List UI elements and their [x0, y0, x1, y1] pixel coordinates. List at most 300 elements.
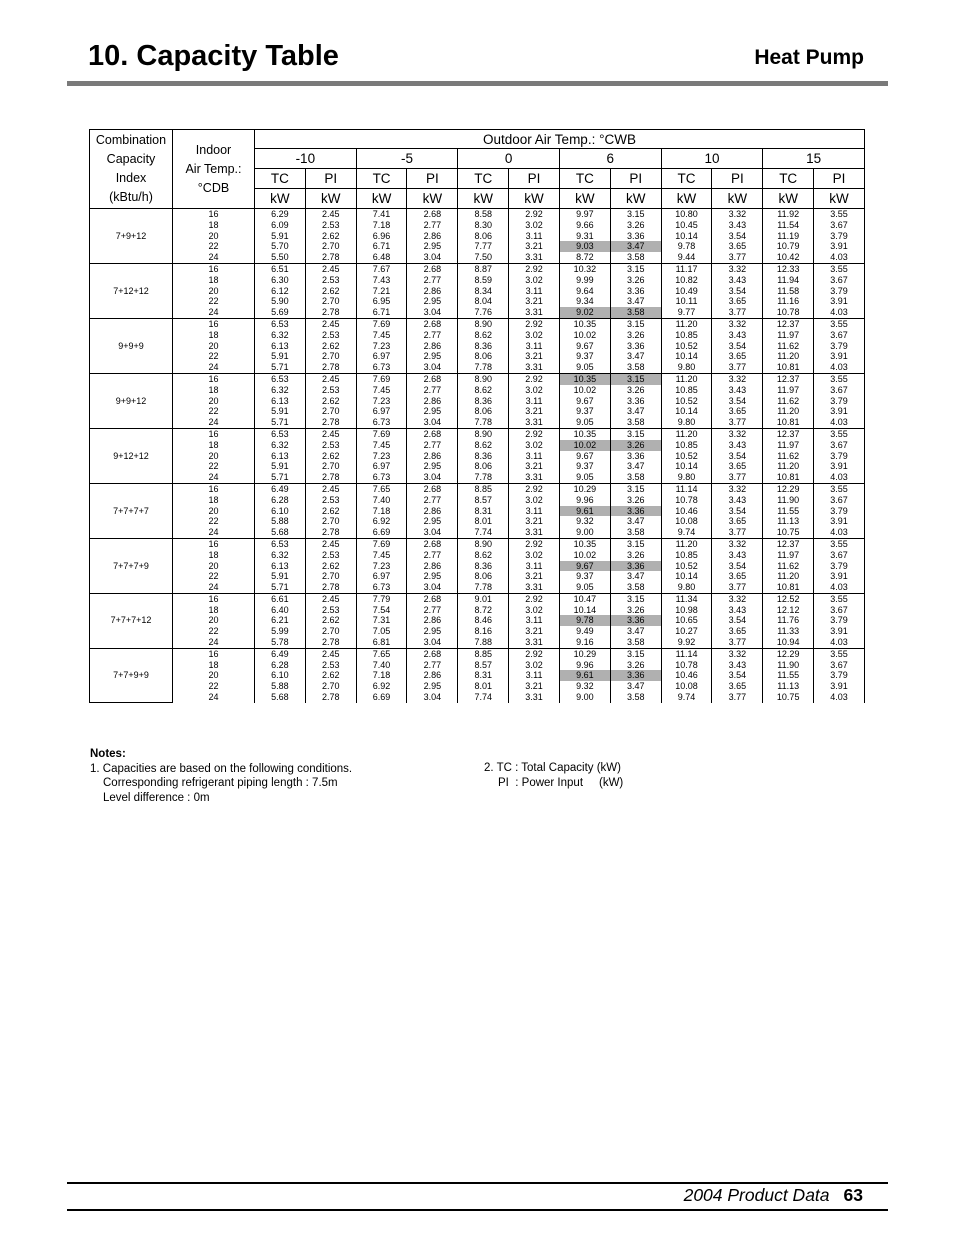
value-cell: 7.88: [458, 637, 509, 648]
unit-label-11: kW: [814, 189, 865, 209]
table-row: [90, 461, 865, 472]
value-cell: 2.86: [407, 506, 458, 517]
value-cell: 3.77: [712, 417, 763, 428]
value-cell: 3.15: [610, 648, 661, 659]
value-cell: 9.80: [661, 582, 712, 593]
table-row: [90, 373, 865, 384]
value-cell: 3.15: [610, 263, 661, 274]
indoor-temp-cell: 18: [173, 385, 255, 396]
table-row: [90, 527, 865, 538]
value-cell: 3.11: [509, 396, 560, 407]
value-cell: 5.68: [255, 527, 306, 538]
value-cell: 7.18: [356, 506, 407, 517]
value-cell: 10.46: [661, 670, 712, 681]
value-cell: 5.88: [255, 681, 306, 692]
value-cell: 3.32: [712, 263, 763, 274]
value-cell: 2.92: [509, 483, 560, 494]
unit-label-7: kW: [610, 189, 661, 209]
value-cell: 7.76: [458, 307, 509, 318]
indoor-temp-cell: 20: [173, 231, 255, 242]
value-cell: 5.90: [255, 296, 306, 307]
value-cell: 7.41: [356, 209, 407, 220]
value-cell: 11.76: [763, 615, 814, 626]
value-cell: 3.58: [610, 527, 661, 538]
value-cell: 6.13: [255, 451, 306, 462]
value-cell: 9.78: [661, 241, 712, 252]
outdoor-temp-3: 6: [559, 149, 661, 169]
value-cell: 10.27: [661, 626, 712, 637]
table-row: [90, 615, 865, 626]
value-cell: 3.21: [509, 241, 560, 252]
value-cell: 8.31: [458, 506, 509, 517]
value-cell: 9.32: [559, 681, 610, 692]
value-cell: 6.29: [255, 209, 306, 220]
value-cell: 3.36: [610, 286, 661, 297]
value-cell: 3.54: [712, 341, 763, 352]
col-label-2: TC: [356, 169, 407, 189]
value-cell: 7.43: [356, 275, 407, 286]
value-cell: 3.67: [814, 385, 865, 396]
value-cell: 3.91: [814, 681, 865, 692]
indoor-temp-cell: 18: [173, 495, 255, 506]
value-cell: 12.33: [763, 263, 814, 274]
value-cell: 3.55: [814, 209, 865, 220]
value-cell: 3.31: [509, 472, 560, 483]
value-cell: 3.36: [610, 670, 661, 681]
value-cell: 3.31: [509, 307, 560, 318]
outdoor-temp-4: 10: [661, 149, 763, 169]
value-cell: 10.81: [763, 582, 814, 593]
value-cell: 7.78: [458, 417, 509, 428]
table-row: [90, 406, 865, 417]
value-cell: 3.43: [712, 330, 763, 341]
value-cell: 3.77: [712, 527, 763, 538]
value-cell: 9.64: [559, 286, 610, 297]
value-cell: 11.14: [661, 483, 712, 494]
value-cell: 2.53: [305, 605, 356, 616]
value-cell: 2.68: [407, 648, 458, 659]
value-cell: 11.34: [661, 593, 712, 604]
combination-cell: 7+7+7+9: [90, 538, 173, 593]
value-cell: 3.55: [814, 373, 865, 384]
value-cell: 6.97: [356, 351, 407, 362]
indoor-temp-cell: 22: [173, 681, 255, 692]
value-cell: 3.26: [610, 220, 661, 231]
value-cell: 10.80: [661, 209, 712, 220]
value-cell: 2.78: [305, 527, 356, 538]
value-cell: 9.74: [661, 692, 712, 703]
value-cell: 2.86: [407, 451, 458, 462]
value-cell: 4.03: [814, 637, 865, 648]
value-cell: 4.03: [814, 362, 865, 373]
value-cell: 3.67: [814, 495, 865, 506]
value-cell: 6.40: [255, 605, 306, 616]
value-cell: 2.77: [407, 495, 458, 506]
value-cell: 3.43: [712, 275, 763, 286]
value-cell: 11.97: [763, 440, 814, 451]
value-cell: 3.04: [407, 472, 458, 483]
indoor-temp-header: Indoor Air Temp.: °CDB: [173, 130, 255, 209]
indoor-temp-cell: 22: [173, 571, 255, 582]
value-cell: 7.05: [356, 626, 407, 637]
value-cell: 5.91: [255, 351, 306, 362]
value-cell: 2.77: [407, 330, 458, 341]
value-cell: 2.77: [407, 220, 458, 231]
value-cell: 5.91: [255, 231, 306, 242]
value-cell: 6.49: [255, 483, 306, 494]
table-row: [90, 417, 865, 428]
value-cell: 2.70: [305, 406, 356, 417]
value-cell: 2.78: [305, 307, 356, 318]
value-cell: 2.77: [407, 605, 458, 616]
value-cell: 4.03: [814, 417, 865, 428]
col-label-7: PI: [610, 169, 661, 189]
value-cell: 3.26: [610, 385, 661, 396]
value-cell: 8.01: [458, 516, 509, 527]
value-cell: 3.02: [509, 440, 560, 451]
value-cell: 7.23: [356, 341, 407, 352]
value-cell: 5.71: [255, 417, 306, 428]
value-cell: 7.74: [458, 527, 509, 538]
value-cell: 2.62: [305, 341, 356, 352]
value-cell: 9.37: [559, 406, 610, 417]
value-cell: 9.77: [661, 307, 712, 318]
value-cell: 3.43: [712, 220, 763, 231]
value-cell: 8.31: [458, 670, 509, 681]
note-1-piping: Corresponding refrigerant piping length : 7.5m: [103, 777, 338, 790]
combination-cell: 7+12+12: [90, 263, 173, 318]
value-cell: 3.36: [610, 615, 661, 626]
value-cell: 3.31: [509, 637, 560, 648]
value-cell: 3.31: [509, 362, 560, 373]
indoor-temp-cell: 18: [173, 660, 255, 671]
value-cell: 3.31: [509, 417, 560, 428]
value-cell: 11.62: [763, 341, 814, 352]
value-cell: 8.62: [458, 385, 509, 396]
value-cell: 2.70: [305, 681, 356, 692]
value-cell: 9.37: [559, 571, 610, 582]
value-cell: 8.36: [458, 396, 509, 407]
table-row: [90, 330, 865, 341]
value-cell: 11.19: [763, 231, 814, 242]
outdoor-temp-1: -5: [356, 149, 458, 169]
value-cell: 3.79: [814, 231, 865, 242]
value-cell: 3.04: [407, 362, 458, 373]
value-cell: 11.17: [661, 263, 712, 274]
value-cell: 3.11: [509, 231, 560, 242]
unit-label-1: kW: [305, 189, 356, 209]
value-cell: 9.44: [661, 252, 712, 263]
value-cell: 3.54: [712, 396, 763, 407]
value-cell: 9.74: [661, 527, 712, 538]
value-cell: 9.05: [559, 472, 610, 483]
value-cell: 11.55: [763, 670, 814, 681]
table-row: [90, 605, 865, 616]
value-cell: 10.65: [661, 615, 712, 626]
value-cell: 2.92: [509, 263, 560, 274]
combination-cell: 7+7+9+9: [90, 648, 173, 702]
value-cell: 5.71: [255, 582, 306, 593]
combination-header: Combination Capacity Index (kBtu/h): [90, 130, 173, 209]
table-row: [90, 648, 865, 659]
value-cell: 8.57: [458, 660, 509, 671]
indoor-temp-cell: 16: [173, 318, 255, 329]
value-cell: 10.35: [559, 318, 610, 329]
table-row: [90, 571, 865, 582]
value-cell: 3.55: [814, 593, 865, 604]
value-cell: 6.73: [356, 362, 407, 373]
value-cell: 2.78: [305, 252, 356, 263]
table-row: [90, 252, 865, 263]
table-row: [90, 637, 865, 648]
indoor-temp-cell: 16: [173, 483, 255, 494]
value-cell: 12.29: [763, 483, 814, 494]
value-cell: 3.67: [814, 605, 865, 616]
value-cell: 10.79: [763, 241, 814, 252]
value-cell: 9.99: [559, 275, 610, 286]
value-cell: 6.97: [356, 571, 407, 582]
value-cell: 2.45: [305, 593, 356, 604]
value-cell: 3.91: [814, 461, 865, 472]
value-cell: 8.90: [458, 318, 509, 329]
value-cell: 6.69: [356, 692, 407, 703]
value-cell: 3.15: [610, 483, 661, 494]
value-cell: 2.68: [407, 373, 458, 384]
table-row: [90, 318, 865, 329]
value-cell: 6.28: [255, 495, 306, 506]
value-cell: 3.47: [610, 571, 661, 582]
unit-label-4: kW: [458, 189, 509, 209]
value-cell: 10.47: [559, 593, 610, 604]
value-cell: 3.58: [610, 362, 661, 373]
value-cell: 3.32: [712, 593, 763, 604]
value-cell: 3.32: [712, 538, 763, 549]
value-cell: 6.32: [255, 385, 306, 396]
value-cell: 6.73: [356, 472, 407, 483]
value-cell: 9.34: [559, 296, 610, 307]
table-row: [90, 307, 865, 318]
table-row: [90, 263, 865, 274]
indoor-temp-cell: 22: [173, 296, 255, 307]
value-cell: 11.20: [763, 571, 814, 582]
value-cell: 2.45: [305, 483, 356, 494]
value-cell: 3.36: [610, 341, 661, 352]
value-cell: 8.04: [458, 296, 509, 307]
value-cell: 9.32: [559, 516, 610, 527]
value-cell: 3.47: [610, 241, 661, 252]
note-2-pi: PI : Power Input (kW): [498, 776, 624, 789]
value-cell: 9.05: [559, 362, 610, 373]
value-cell: 10.08: [661, 516, 712, 527]
value-cell: 2.95: [407, 571, 458, 582]
combination-cell: 7+7+7+7: [90, 483, 173, 538]
value-cell: 11.20: [763, 351, 814, 362]
unit-label-8: kW: [661, 189, 712, 209]
value-cell: 3.47: [610, 296, 661, 307]
value-cell: 2.77: [407, 440, 458, 451]
value-cell: 12.37: [763, 318, 814, 329]
value-cell: 5.71: [255, 362, 306, 373]
indoor-temp-cell: 16: [173, 209, 255, 220]
value-cell: 10.14: [661, 461, 712, 472]
value-cell: 6.53: [255, 373, 306, 384]
col-label-0: TC: [255, 169, 306, 189]
value-cell: 7.65: [356, 483, 407, 494]
value-cell: 3.11: [509, 615, 560, 626]
value-cell: 11.97: [763, 550, 814, 561]
value-cell: 3.58: [610, 637, 661, 648]
value-cell: 2.70: [305, 571, 356, 582]
unit-label-9: kW: [712, 189, 763, 209]
value-cell: 2.62: [305, 231, 356, 242]
value-cell: 3.79: [814, 286, 865, 297]
value-cell: 3.54: [712, 506, 763, 517]
value-cell: 8.36: [458, 561, 509, 572]
value-cell: 8.85: [458, 648, 509, 659]
value-cell: 2.45: [305, 538, 356, 549]
value-cell: 2.68: [407, 263, 458, 274]
value-cell: 6.71: [356, 307, 407, 318]
value-cell: 2.78: [305, 417, 356, 428]
value-cell: 3.02: [509, 385, 560, 396]
value-cell: 6.21: [255, 615, 306, 626]
value-cell: 11.97: [763, 330, 814, 341]
col-label-8: TC: [661, 169, 712, 189]
note-2: 2. TC : Total Capacity (kW): [484, 762, 621, 774]
value-cell: 10.32: [559, 263, 610, 274]
value-cell: 3.11: [509, 670, 560, 681]
value-cell: 3.21: [509, 571, 560, 582]
value-cell: 8.30: [458, 220, 509, 231]
table-row: [90, 670, 865, 681]
outdoor-temp-header: Outdoor Air Temp.: °CWB: [255, 130, 865, 149]
value-cell: 7.45: [356, 440, 407, 451]
indoor-temp-cell: 16: [173, 373, 255, 384]
value-cell: 8.34: [458, 286, 509, 297]
value-cell: 3.54: [712, 615, 763, 626]
note-1: 1. Capacities are based on the following conditions.: [90, 762, 353, 775]
value-cell: 3.11: [509, 341, 560, 352]
value-cell: 3.36: [610, 231, 661, 242]
value-cell: 3.21: [509, 626, 560, 637]
value-cell: 7.21: [356, 286, 407, 297]
value-cell: 10.02: [559, 440, 610, 451]
indoor-temp-cell: 20: [173, 506, 255, 517]
value-cell: 3.04: [407, 582, 458, 593]
value-cell: 7.69: [356, 373, 407, 384]
value-cell: 3.02: [509, 330, 560, 341]
value-cell: 3.36: [610, 451, 661, 462]
value-cell: 2.70: [305, 461, 356, 472]
value-cell: 6.13: [255, 341, 306, 352]
table-row: [90, 275, 865, 286]
value-cell: 2.78: [305, 637, 356, 648]
value-cell: 3.77: [712, 362, 763, 373]
value-cell: 11.33: [763, 626, 814, 637]
value-cell: 3.91: [814, 296, 865, 307]
page-subtitle: Heat Pump: [754, 46, 864, 69]
value-cell: 5.91: [255, 571, 306, 582]
table-row: [90, 593, 865, 604]
value-cell: 2.92: [509, 593, 560, 604]
value-cell: 8.90: [458, 428, 509, 439]
value-cell: 2.62: [305, 561, 356, 572]
value-cell: 3.65: [712, 351, 763, 362]
value-cell: 7.45: [356, 385, 407, 396]
value-cell: 6.96: [356, 231, 407, 242]
value-cell: 10.02: [559, 330, 610, 341]
value-cell: 2.53: [305, 220, 356, 231]
indoor-temp-cell: 20: [173, 451, 255, 462]
value-cell: 3.47: [610, 681, 661, 692]
indoor-temp-cell: 20: [173, 286, 255, 297]
value-cell: 3.79: [814, 506, 865, 517]
value-cell: 7.50: [458, 252, 509, 263]
value-cell: 12.12: [763, 605, 814, 616]
value-cell: 12.37: [763, 428, 814, 439]
value-cell: 11.13: [763, 516, 814, 527]
value-cell: 10.52: [661, 341, 712, 352]
value-cell: 3.02: [509, 495, 560, 506]
value-cell: 7.18: [356, 220, 407, 231]
value-cell: 2.92: [509, 538, 560, 549]
value-cell: 11.62: [763, 561, 814, 572]
notes-block-2: [484, 761, 623, 790]
value-cell: 5.69: [255, 307, 306, 318]
value-cell: 2.86: [407, 341, 458, 352]
table-row: [90, 286, 865, 297]
value-cell: 3.26: [610, 605, 661, 616]
table-row: [90, 626, 865, 637]
table-row: [90, 692, 865, 703]
outdoor-temp-0: -10: [255, 149, 357, 169]
value-cell: 10.85: [661, 385, 712, 396]
value-cell: 9.05: [559, 417, 610, 428]
value-cell: 3.47: [610, 461, 661, 472]
table-row: [90, 483, 865, 494]
value-cell: 2.78: [305, 472, 356, 483]
value-cell: 3.67: [814, 440, 865, 451]
value-cell: 3.55: [814, 483, 865, 494]
value-cell: 3.91: [814, 351, 865, 362]
value-cell: 9.61: [559, 670, 610, 681]
value-cell: 2.78: [305, 362, 356, 373]
indoor-temp-cell: 24: [173, 307, 255, 318]
value-cell: 10.52: [661, 396, 712, 407]
value-cell: 3.65: [712, 406, 763, 417]
table-row: [90, 472, 865, 483]
value-cell: 11.13: [763, 681, 814, 692]
value-cell: 3.65: [712, 571, 763, 582]
value-cell: 3.54: [712, 451, 763, 462]
indoor-temp-cell: 20: [173, 561, 255, 572]
value-cell: 6.53: [255, 538, 306, 549]
value-cell: 2.77: [407, 550, 458, 561]
value-cell: 3.36: [610, 396, 661, 407]
value-cell: 2.86: [407, 231, 458, 242]
value-cell: 7.40: [356, 660, 407, 671]
value-cell: 3.77: [712, 582, 763, 593]
value-cell: 3.54: [712, 231, 763, 242]
value-cell: 3.47: [610, 351, 661, 362]
value-cell: 12.37: [763, 538, 814, 549]
value-cell: 6.69: [356, 527, 407, 538]
value-cell: 7.67: [356, 263, 407, 274]
value-cell: 7.77: [458, 241, 509, 252]
value-cell: 10.14: [661, 571, 712, 582]
value-cell: 3.15: [610, 428, 661, 439]
col-label-1: PI: [305, 169, 356, 189]
